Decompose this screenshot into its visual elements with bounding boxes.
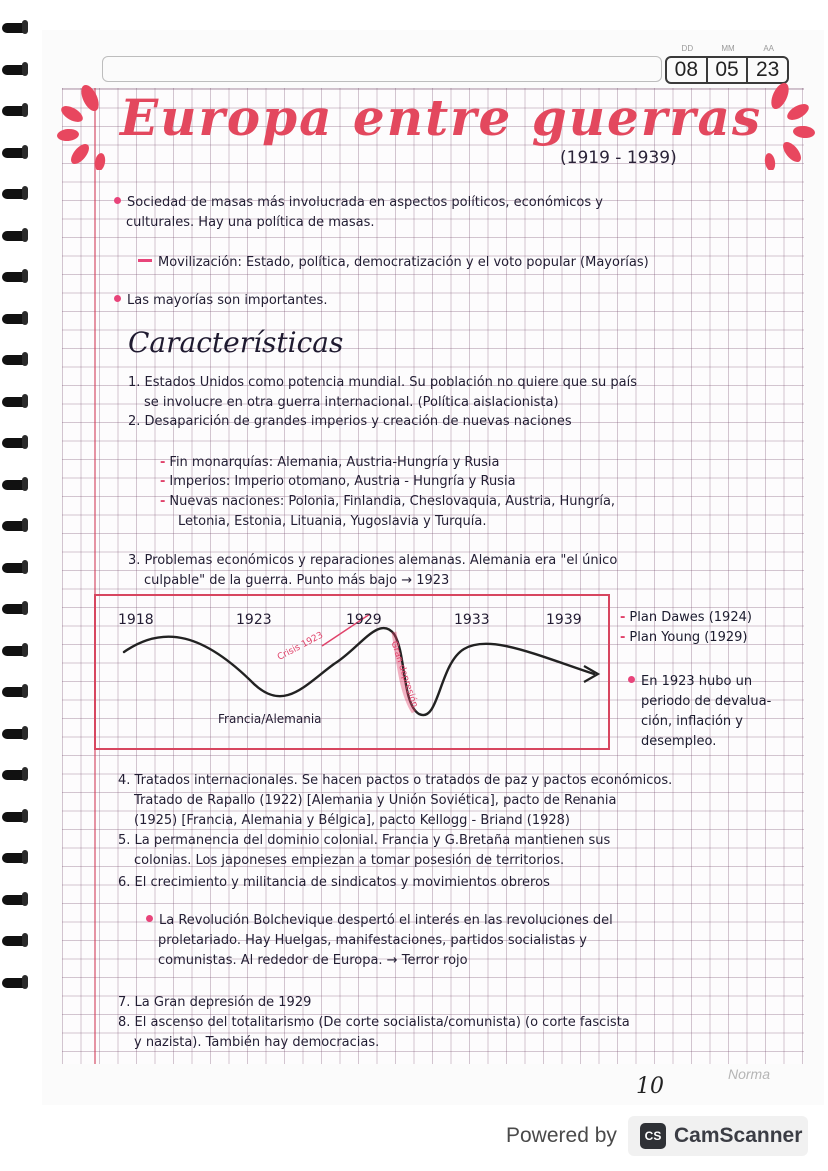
item-8-line-2: y nazista). También hay democracias. (134, 1035, 380, 1050)
spiral-ring (2, 560, 32, 574)
flower-doodle-left (50, 80, 122, 170)
dash-marker: - (620, 610, 626, 625)
note-line-3: ción, inflación y (641, 714, 744, 729)
item-2-sub-2: - Imperios: Imperio otomano, Austria - Hungría y Rusia (160, 474, 516, 489)
dash-marker: - (620, 630, 626, 645)
date-label-year: AA (763, 44, 775, 53)
spiral-ring (2, 601, 32, 615)
item-8-line-1: 8. El ascenso del totalitarismo (De corte socialista/comunista) (o corte fascista (118, 1015, 630, 1030)
spiral-ring (2, 228, 32, 242)
spiral-ring (2, 933, 32, 947)
spiral-ring (2, 850, 32, 864)
spiral-ring (2, 809, 32, 823)
bullet-dot (146, 915, 153, 922)
item-1-line-1: 1. Estados Unidos como potencia mundial. Su población no quiere que su país (128, 375, 637, 390)
item-7: 7. La Gran depresión de 1929 (118, 995, 312, 1010)
dash-marker: - (160, 494, 166, 509)
section-heading: Características (128, 326, 344, 359)
spiral-ring (2, 103, 32, 117)
spiral-ring (2, 145, 32, 159)
margin-line (94, 88, 96, 1064)
note-1923 (628, 672, 771, 752)
bullet-1-line-1: Sociedad de masas más involucrada en aspectos políticos, económicos y (114, 194, 603, 213)
spiral-ring (2, 352, 32, 366)
item-4-line-3: (1925) [Francia, Alemania y Bélgica], pacto Kellogg - Briand (1928) (134, 813, 571, 828)
notebook-spiral (0, 20, 40, 1030)
note-line-1: En 1923 hubo un (628, 672, 771, 692)
item-3-line-2: culpable" de la guerra. Punto más bajo → 1923 (144, 573, 450, 588)
date-labels (667, 44, 789, 53)
bullet-dot (114, 295, 121, 302)
item-2-sub-1: - Fin monarquías: Alemania, Austria-Hungría y Rusia (160, 455, 500, 470)
timeline-year-1918: 1918 (118, 612, 154, 628)
date-label-day: DD (681, 44, 694, 53)
date-day: 08 (674, 58, 699, 81)
plans-list (620, 608, 752, 648)
timeline-label-francia: Francia/Alemania (218, 712, 322, 726)
spiral-ring (2, 518, 32, 532)
plan-dawes: - Plan Dawes (1924) (620, 610, 752, 625)
item-6-sub-3: comunistas. Al rededor de Europa. → Terror rojo (158, 953, 468, 968)
timeline-year-1929: 1929 (346, 612, 382, 628)
timeline-year-1939: 1939 (546, 612, 582, 628)
dash-marker (138, 259, 152, 262)
item-1-line-2: se involucre en otra guerra internacional. (Política aislacionista) (144, 395, 559, 410)
powered-by-text: Powered by (506, 1124, 617, 1147)
item-5-line-1: 5. La permanencia del dominio colonial. Francia y G.Bretaña mantienen sus (118, 833, 611, 848)
note-line-4: desempleo. (641, 734, 717, 749)
bullet-1-line-2: culturales. Hay una política de masas. (126, 215, 375, 230)
item-3-line-1: 3. Problemas económicos y reparaciones alemanas. Alemania era "el único (128, 553, 618, 568)
page-number: 10 (636, 1074, 664, 1099)
spiral-ring (2, 477, 32, 491)
bullet-1-sub: Movilización: Estado, política, democratización y el voto popular (Mayorías) (138, 254, 649, 273)
spiral-ring (2, 186, 32, 200)
spiral-ring (2, 435, 32, 449)
spiral-ring (2, 311, 32, 325)
page-title: Europa entre guerras (120, 88, 763, 147)
item-2-sub-3: - Nuevas naciones: Polonia, Finlandia, Cheslovaquia, Austria, Hungría, (160, 494, 616, 509)
spiral-ring (2, 269, 32, 283)
date-month: 05 (706, 58, 747, 82)
spiral-ring (2, 726, 32, 740)
title-years: (1919 - 1939) (560, 148, 677, 168)
spiral-ring (2, 62, 32, 76)
timeline-year-1923: 1923 (236, 612, 272, 628)
notebook-brand: Norma (728, 1066, 771, 1082)
camscanner-logo-icon: CS (640, 1123, 666, 1149)
bullet-dot (114, 197, 121, 204)
bullet-2: Las mayorías son importantes. (114, 292, 327, 311)
date-year: 23 (746, 58, 787, 82)
dash-marker: - (160, 474, 166, 489)
spiral-ring (2, 767, 32, 781)
spiral-ring (2, 394, 32, 408)
item-4-line-1: 4. Tratados internacionales. Se hacen pactos o tratados de paz y pactos económicos. (118, 773, 673, 788)
item-2-sub-3-cont: Letonia, Estonia, Lituania, Yugoslavia y Turquía. (178, 514, 487, 529)
timeline-year-1933: 1933 (454, 612, 490, 628)
camscanner-name: CamScanner (674, 1124, 803, 1147)
spiral-ring (2, 684, 32, 698)
item-6-sub-2: proletariado. Hay Huelgas, manifestaciones, partidos socialistas y (158, 933, 587, 948)
dash-marker: - (160, 455, 166, 470)
item-6: 6. El crecimiento y militancia de sindicatos y movimientos obreros (118, 875, 550, 890)
timeline-label-crisis: Crisis 1923 (276, 630, 325, 663)
spiral-ring (2, 643, 32, 657)
timeline-label-depression: Gran depresión (388, 640, 420, 709)
item-4-line-2: Tratado de Rapallo (1922) [Alemania y Unión Soviética], pacto de Renania (134, 793, 617, 808)
date-label-month: MM (721, 44, 735, 53)
item-6-sub-1: La Revolución Bolchevique despertó el interés en las revoluciones del (146, 912, 613, 931)
header-bar (102, 56, 662, 82)
bullet-dot (628, 676, 635, 683)
plan-young: - Plan Young (1929) (620, 630, 748, 645)
spiral-ring (2, 20, 32, 34)
spiral-ring (2, 975, 32, 989)
spiral-ring (2, 892, 32, 906)
item-2: 2. Desaparición de grandes imperios y creación de nuevas naciones (128, 414, 572, 429)
note-line-2: periodo de devalua- (641, 694, 772, 709)
item-5-line-2: colonias. Los japoneses empiezan a tomar posesión de territorios. (134, 853, 565, 868)
